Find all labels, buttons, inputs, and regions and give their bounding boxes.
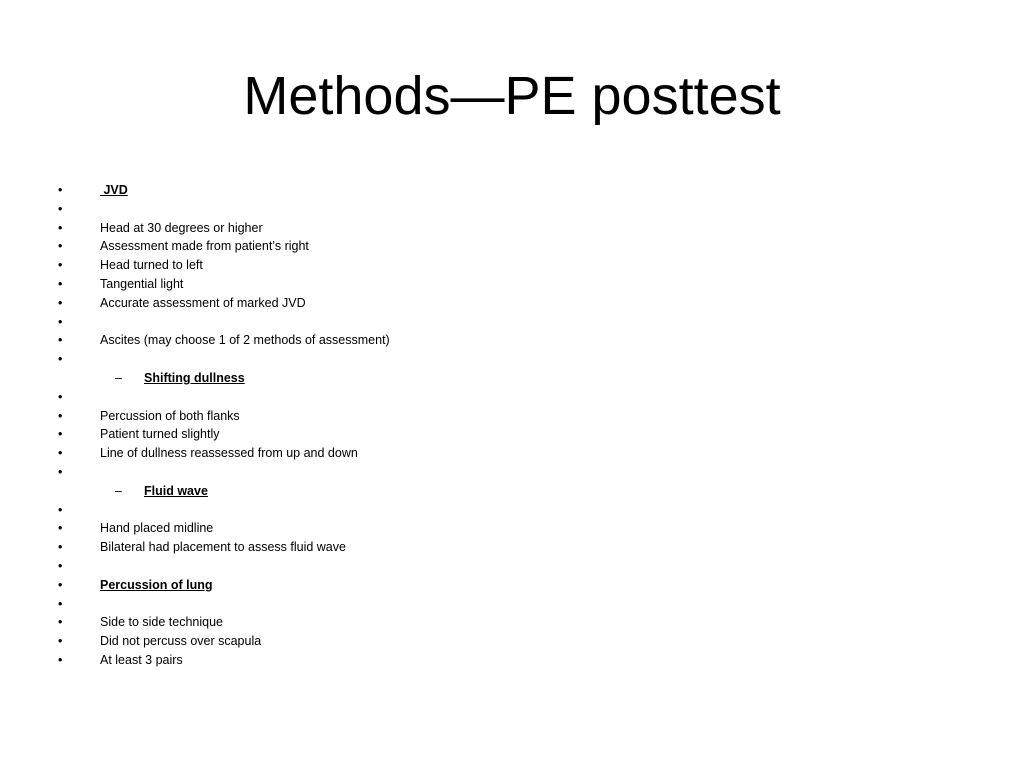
bullet-marker: • xyxy=(58,558,63,573)
slide-title: Methods—PE posttest xyxy=(243,66,781,126)
bullet-text: Did not percuss over scapula xyxy=(100,634,262,649)
bullet-text: Head turned to left xyxy=(100,258,203,273)
bullet-text: At least 3 pairs xyxy=(100,652,183,667)
bullet-marker: • xyxy=(58,333,63,348)
bullet-marker: • xyxy=(58,446,63,461)
bullet-marker: • xyxy=(58,201,63,216)
bullet-marker: • xyxy=(58,615,63,630)
bullet-marker: • xyxy=(58,540,63,555)
bullet-text: Hand placed midline xyxy=(100,521,214,536)
bullet-text: Bilateral had placement to assess fluid wave xyxy=(100,540,346,555)
section-heading: Shifting dullness xyxy=(144,370,245,385)
bullet-text: Patient turned slightly xyxy=(100,427,220,442)
bullet-text: Assessment made from patient’s right xyxy=(100,239,309,254)
bullet-text: Tangential light xyxy=(100,276,184,291)
dash-marker: – xyxy=(115,483,122,498)
bullet-marker: • xyxy=(58,502,63,517)
bullet-marker: • xyxy=(58,427,63,442)
bullet-marker: • xyxy=(58,258,63,273)
bullet-marker: • xyxy=(58,352,63,367)
bullet-text: Accurate assessment of marked JVD xyxy=(100,295,306,310)
bullet-marker: • xyxy=(58,276,63,291)
bullet-marker: • xyxy=(58,521,63,536)
section-heading: Percussion of lung xyxy=(100,577,213,592)
dash-marker: – xyxy=(115,370,122,385)
bullet-text: Head at 30 degrees or higher xyxy=(100,220,263,235)
section-heading: JVD xyxy=(100,183,128,197)
bullet-marker: • xyxy=(58,408,63,423)
bullet-text: Percussion of both flanks xyxy=(100,408,240,423)
section-heading: Fluid wave xyxy=(144,483,208,498)
bullet-text: Side to side technique xyxy=(100,615,224,630)
bullet-marker: • xyxy=(58,220,63,235)
bullet-marker: • xyxy=(58,314,63,329)
bullet-text: Line of dullness reassessed from up and down xyxy=(100,446,358,461)
bullet-text: Ascites (may choose 1 of 2 methods of assessment) xyxy=(100,333,390,348)
bullet-marker: • xyxy=(58,295,63,310)
bullet-marker: • xyxy=(58,389,63,404)
bullet-marker: • xyxy=(58,577,63,592)
bullet-marker: • xyxy=(58,596,63,611)
bullet-marker: • xyxy=(58,464,63,479)
bullet-marker: • xyxy=(58,634,63,649)
bullet-marker: • xyxy=(58,652,63,667)
bullet-marker: • xyxy=(58,183,63,197)
bullet-marker: • xyxy=(58,239,63,254)
